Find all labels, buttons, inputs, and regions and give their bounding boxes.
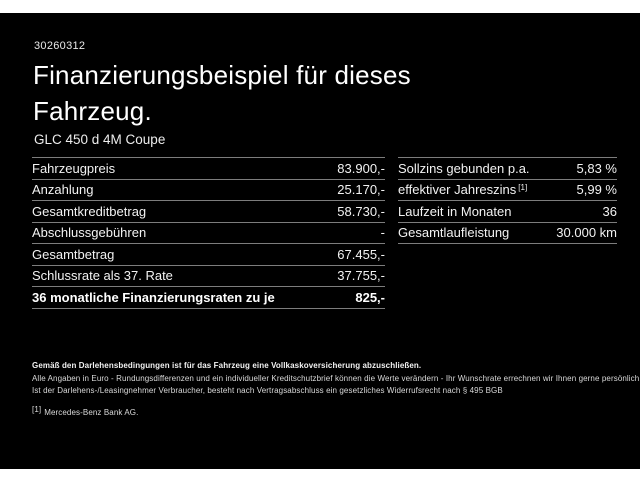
row-value: 83.900,- bbox=[337, 160, 385, 176]
row-value: 58.730,- bbox=[337, 203, 385, 219]
row-value: - bbox=[380, 225, 385, 241]
row-value: 5,83 % bbox=[576, 160, 617, 176]
row-label: Sollzins gebunden p.a. bbox=[398, 160, 530, 176]
row-label: 36 monatliche Finanzierungsraten zu je bbox=[32, 289, 275, 305]
page-title-line1: Finanzierungsbeispiel für dieses bbox=[33, 60, 411, 90]
row-value: 37.755,- bbox=[337, 268, 385, 284]
table-row bbox=[398, 179, 617, 201]
row-label: Laufzeit in Monaten bbox=[398, 203, 512, 219]
row-label: effektiver Jahreszins [1] bbox=[398, 182, 528, 198]
page-title-line2: Fahrzeug. bbox=[33, 96, 152, 126]
table-row bbox=[32, 222, 385, 244]
finance-table bbox=[32, 157, 385, 309]
row-label: Abschlussgebühren bbox=[32, 225, 147, 241]
table-row bbox=[32, 243, 385, 265]
table-row bbox=[32, 157, 385, 179]
row-value: 5,99 % bbox=[576, 182, 617, 198]
row-label: Fahrzeugpreis bbox=[32, 160, 116, 176]
conditions-table bbox=[398, 157, 617, 244]
footnote-bank-reference bbox=[32, 404, 632, 420]
row-label: Anzahlung bbox=[32, 182, 94, 198]
document-number: 30260312 bbox=[34, 40, 86, 52]
table-row bbox=[32, 200, 385, 222]
table-row bbox=[398, 157, 617, 179]
footnote-superscript: [1] bbox=[518, 183, 528, 193]
table-row-monthly-rate bbox=[32, 286, 385, 308]
row-label: Gesamtbetrag bbox=[32, 246, 115, 262]
finance-sheet bbox=[0, 13, 640, 469]
row-value: 825,- bbox=[355, 289, 385, 305]
table-row bbox=[398, 222, 617, 244]
vehicle-model: GLC 450 d 4M Coupe bbox=[34, 132, 166, 147]
row-value: 30.000 km bbox=[556, 225, 617, 241]
footnote-insurance: Gemäß den Darlehensbedingungen ist für das Fahrzeug eine Vollkaskoversicherung abzuschließen. bbox=[32, 361, 422, 370]
table-row bbox=[398, 200, 617, 222]
footnote-ref-marker: [1] bbox=[32, 404, 42, 414]
row-label: Gesamtkreditbetrag bbox=[32, 203, 147, 219]
row-value: 25.170,- bbox=[337, 182, 385, 198]
row-value: 36 bbox=[602, 203, 617, 219]
page-title bbox=[33, 57, 411, 129]
row-label: Gesamtlaufleistung bbox=[398, 225, 510, 241]
table-row bbox=[32, 179, 385, 201]
footnote-general: Alle Angaben in Euro - Rundungsdifferenzen und ein individueller Kreditschutzbrief können die Werte verändern - Ihr Wunschrate errechnen wir Ihnen gerne persönlich bbox=[32, 373, 640, 383]
footnote-withdrawal: Ist der Darlehens-/Leasingnehmer Verbraucher, besteht nach Vertragsabschluss ein gesetzliches Widerrufsrecht nach § 495 BGB bbox=[32, 386, 503, 395]
table-row bbox=[32, 265, 385, 287]
footnote-ref-text: Mercedes-Benz Bank AG. bbox=[44, 407, 139, 417]
legal-footnotes bbox=[32, 360, 640, 419]
row-label: Schlussrate als 37. Rate bbox=[32, 268, 173, 284]
row-value: 67.455,- bbox=[337, 246, 385, 262]
